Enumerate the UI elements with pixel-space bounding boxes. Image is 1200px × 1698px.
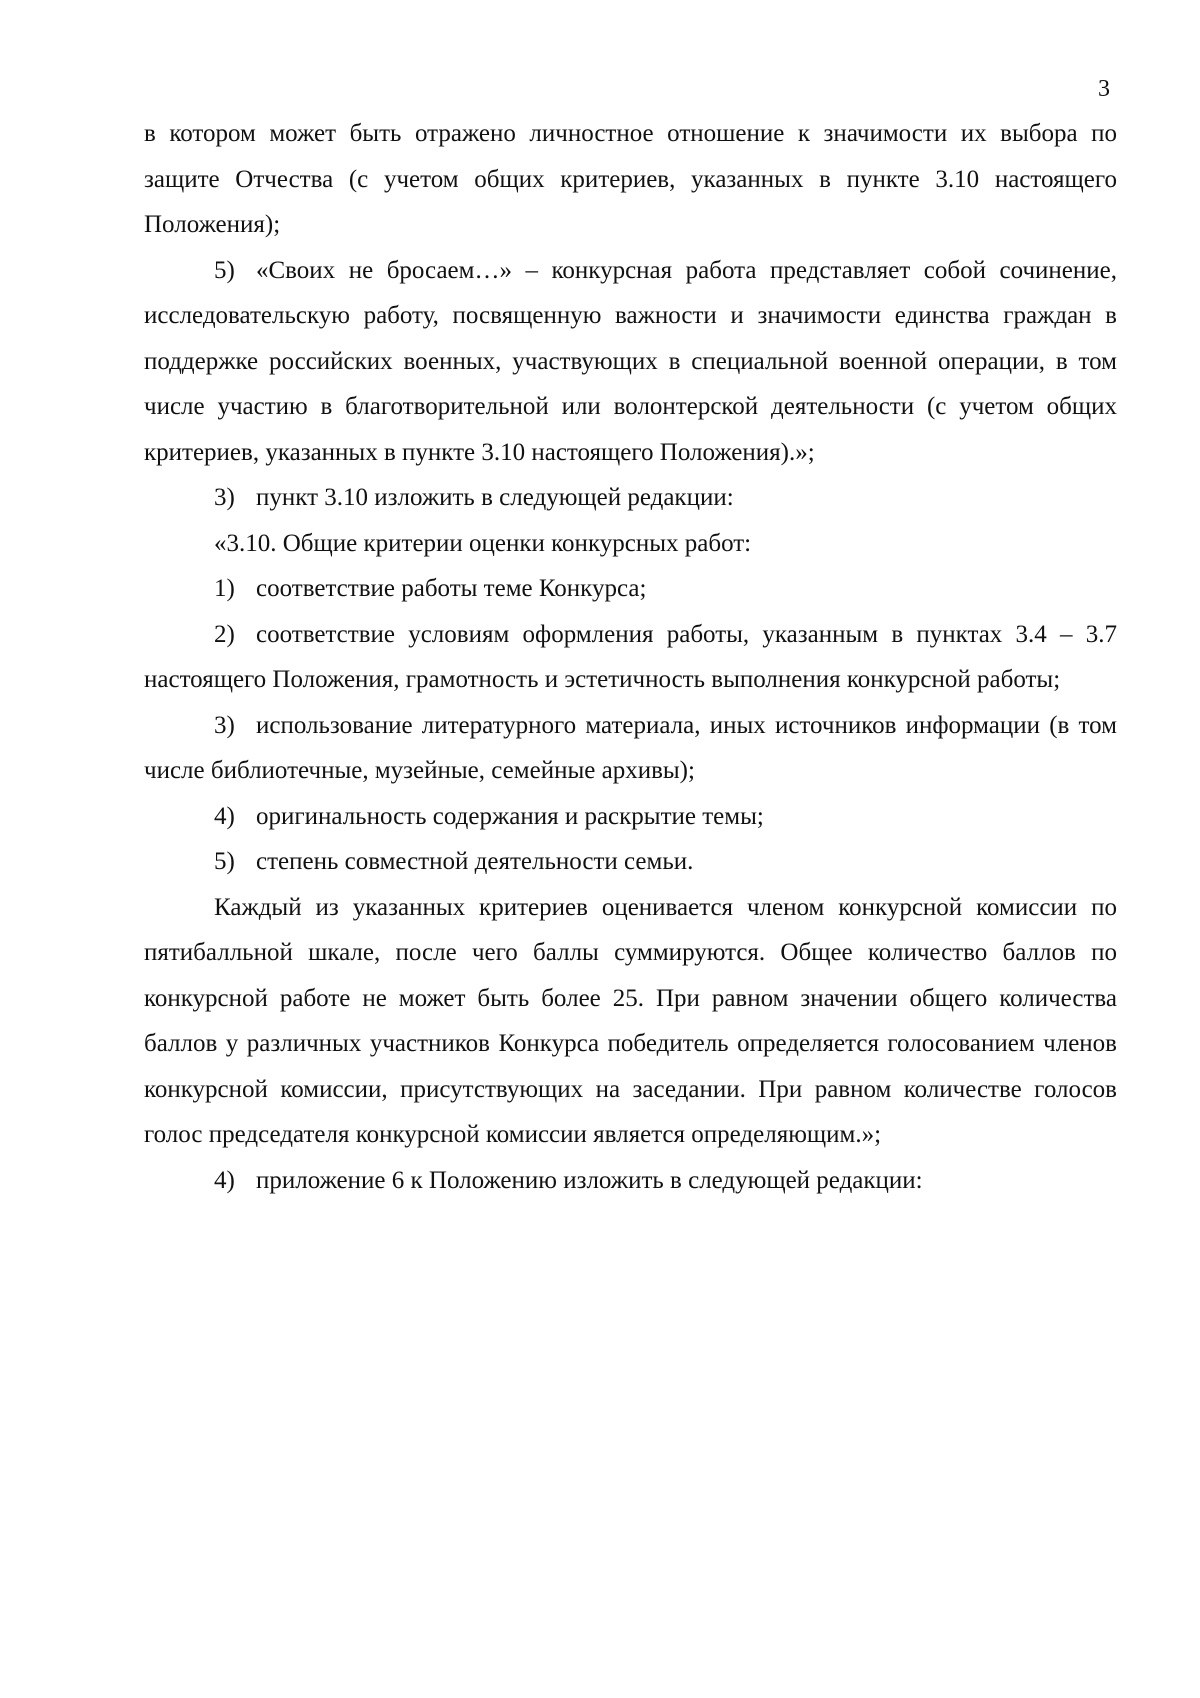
item-text: «Своих не бросаем…» – конкурсная работа представляет собой сочинение, исследовательскую работу, посвященную важности и значимости единства граждан в поддержке российских военных, участвующих в специальной военной операции, в том числе участию в благотворительной или волонтерской деятельности (с учетом общих критериев, указанных в пункте 3.10 настоящего Положения).»; <box>144 256 1117 466</box>
item-text: приложение 6 к Положению изложить в следующей редакции: <box>256 1166 923 1194</box>
list-item <box>144 794 1117 840</box>
item-text: степень совместной деятельности семьи. <box>256 848 694 875</box>
item-text: соответствие работы теме Конкурса; <box>256 575 647 602</box>
section-heading <box>144 521 1117 567</box>
list-item <box>144 703 1117 794</box>
list-item <box>144 475 1117 521</box>
page-number: 3 <box>1098 76 1110 102</box>
item-text: использование литературного материала, иных источников информации (в том числе библиотечные, музейные, семейные архивы); <box>144 711 1117 784</box>
list-item <box>144 566 1117 612</box>
paragraph <box>144 885 1117 1158</box>
list-item <box>144 1158 1117 1204</box>
item-number: 4) <box>214 1166 235 1194</box>
paragraph-text: Каждый из указанных критериев оценивается членом конкурсной комиссии по пятибалльной шкале, после чего баллы суммируются. Общее количество баллов по конкурсной работе не может быть более 25. При равном значении общего количества баллов у различных участников Конкурса победитель определяется голосованием членов конкурсной комиссии, присутствующих на заседании. При равном количестве голосов голос председателя конкурсной комиссии является определяющим.»; <box>144 893 1117 1148</box>
paragraph-text: «3.10. Общие критерии оценки конкурсных работ: <box>214 529 752 557</box>
item-number: 5) <box>214 848 235 875</box>
item-text: соответствие условиям оформления работы, указанным в пунктах 3.4 – 3.7 настоящего Положения, грамотность и эстетичность выполнения конкурсной работы; <box>144 620 1117 693</box>
list-item <box>144 839 1117 885</box>
item-number: 3) <box>214 484 235 511</box>
item-number: 2) <box>214 620 235 648</box>
list-item <box>144 612 1117 703</box>
paragraph-text: в котором может быть отражено личностное отношение к значимости их выбора по защите Отчества (с учетом общих критериев, указанных в пункте 3.10 настоящего Положения); <box>144 120 1117 238</box>
item-text: пункт 3.10 изложить в следующей редакции: <box>256 484 734 511</box>
item-text: оригинальность содержания и раскрытие темы; <box>256 802 764 830</box>
item-number: 5) <box>214 256 235 284</box>
paragraph-continuation <box>144 111 1117 248</box>
item-number: 3) <box>214 711 235 739</box>
list-item <box>144 248 1117 476</box>
item-number: 4) <box>214 802 235 830</box>
document-body <box>144 111 1117 1203</box>
item-number: 1) <box>214 575 235 602</box>
